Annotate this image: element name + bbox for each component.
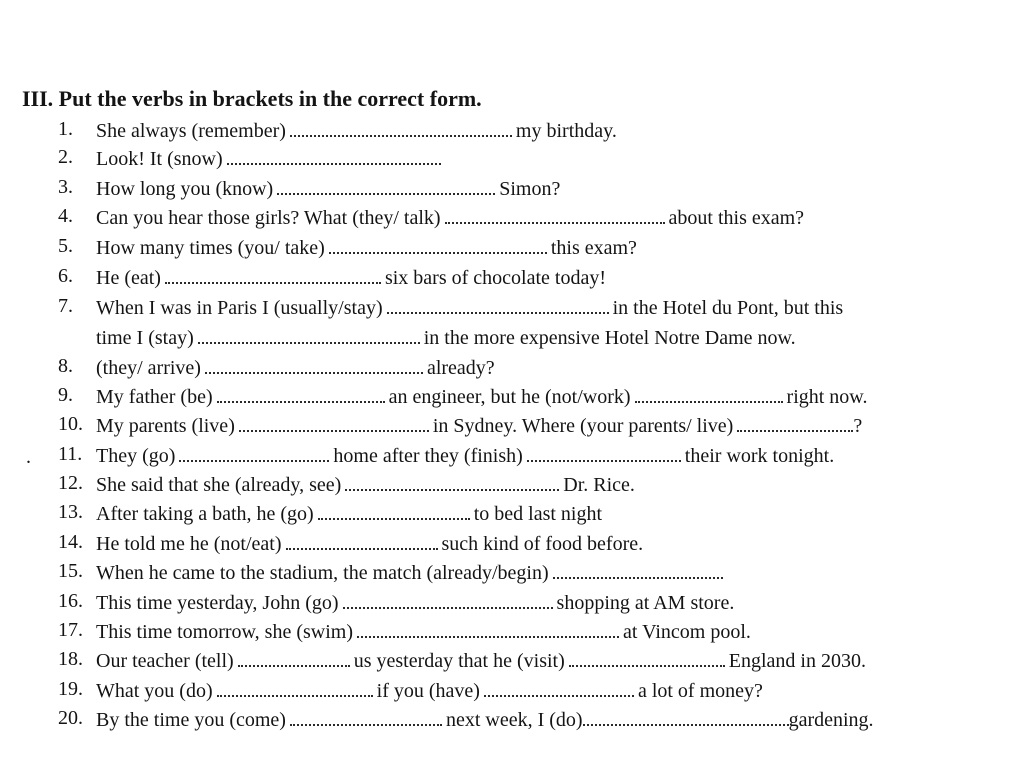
item-17: [96, 619, 751, 645]
item-text: us yesterday that he (visit): [353, 650, 565, 672]
item-text: My parents (live): [96, 415, 235, 437]
answer-blank[interactable]: [387, 308, 609, 314]
item-number: 7.: [58, 295, 73, 317]
item-text: By the time you (come): [96, 709, 286, 731]
answer-blank[interactable]: [569, 661, 725, 667]
item-number: 1.: [58, 118, 73, 140]
stray-mark: .: [26, 446, 31, 468]
item-text: (they/ arrive): [96, 357, 201, 379]
item-text: gardening.: [788, 709, 874, 731]
item-text: in the more expensive Hotel Notre Dame now.: [423, 327, 796, 349]
item-2: [96, 146, 445, 172]
item-text: Look! It (snow): [96, 148, 223, 170]
answer-blank[interactable]: [217, 397, 385, 403]
answer-blank[interactable]: [445, 218, 665, 224]
item-6: [96, 265, 606, 291]
item-16: [96, 590, 734, 616]
item-text: When he came to the stadium, the match (already/begin): [96, 562, 549, 584]
item-text: shopping at AM store.: [556, 592, 735, 614]
item-13: [96, 501, 602, 527]
item-10: [96, 413, 862, 439]
answer-blank[interactable]: [238, 661, 350, 667]
item-text: my birthday.: [515, 120, 617, 142]
item-number: 4.: [58, 205, 73, 227]
item-text: about this exam?: [668, 207, 805, 229]
item-number: 12.: [58, 472, 83, 494]
item-number: 2.: [58, 146, 73, 168]
item-12: [96, 472, 635, 498]
answer-blank[interactable]: [343, 603, 553, 609]
answer-blank[interactable]: [290, 131, 512, 137]
item-text: if you (have): [376, 680, 480, 702]
item-number: 6.: [58, 265, 73, 287]
answer-blank[interactable]: [345, 485, 559, 491]
item-text: at Vincom pool.: [623, 621, 751, 643]
answer-blank[interactable]: [553, 573, 723, 579]
answer-blank[interactable]: [357, 632, 619, 638]
answer-blank[interactable]: [737, 426, 853, 432]
item-text: their work tonight.: [684, 445, 835, 467]
item-text: This time yesterday, John (go): [96, 592, 339, 614]
item-text: England in 2030.: [728, 650, 866, 672]
answer-blank[interactable]: [635, 397, 783, 403]
item-text: Our teacher (tell): [96, 650, 234, 672]
item-text: home after they (finish): [333, 445, 523, 467]
item-14: [96, 531, 643, 557]
item-text: Dr. Rice.: [563, 474, 635, 496]
item-18: [96, 648, 866, 674]
item-19: [96, 678, 763, 704]
item-text: How long you (know): [96, 178, 274, 200]
item-number: 16.: [58, 590, 83, 612]
item-5: [96, 235, 637, 261]
answer-blank[interactable]: [484, 691, 634, 697]
item-number: 10.: [58, 413, 83, 435]
item-9: [96, 384, 867, 410]
exercise-heading: III. Put the verbs in brackets in the correct form.: [22, 86, 482, 111]
item-text: next week, I (do): [445, 709, 583, 731]
answer-blank[interactable]: [290, 720, 442, 726]
answer-blank[interactable]: [179, 456, 329, 462]
item-text: to bed last night: [473, 503, 603, 525]
item-number: 5.: [58, 235, 73, 257]
item-number: 20.: [58, 707, 83, 729]
item-text: in the Hotel du Pont, but this: [612, 297, 844, 319]
item-text: a lot of money?: [637, 680, 763, 702]
answer-blank[interactable]: [165, 278, 381, 284]
item-number: 15.: [58, 560, 83, 582]
item-7-continued: [96, 325, 796, 351]
item-4: [96, 205, 804, 231]
answer-blank[interactable]: [583, 720, 789, 726]
item-text: time I (stay): [96, 327, 194, 349]
item-text: She said that she (already, see): [96, 474, 342, 496]
answer-blank[interactable]: [205, 368, 423, 374]
item-text: Simon?: [499, 178, 561, 200]
answer-blank[interactable]: [198, 338, 420, 344]
item-text: this exam?: [550, 237, 637, 259]
item-number: 9.: [58, 384, 73, 406]
answer-blank[interactable]: [277, 189, 495, 195]
item-text: They (go): [96, 445, 176, 467]
answer-blank[interactable]: [227, 159, 441, 165]
answer-blank[interactable]: [527, 456, 681, 462]
item-15: [96, 560, 727, 586]
item-text: She always (remember): [96, 120, 286, 142]
item-20: [96, 707, 874, 733]
item-text: He (eat): [96, 267, 161, 289]
item-text: After taking a bath, he (go): [96, 503, 314, 525]
item-text: What you (do): [96, 680, 213, 702]
item-text: such kind of food before.: [441, 533, 644, 555]
item-1: [96, 118, 617, 144]
item-text: right now.: [786, 386, 868, 408]
item-number: 18.: [58, 648, 83, 670]
item-number: 3.: [58, 176, 73, 198]
answer-blank[interactable]: [286, 544, 438, 550]
item-text: Can you hear those girls? What (they/ talk): [96, 207, 441, 229]
item-text: He told me he (not/eat): [96, 533, 282, 555]
item-text: ?: [853, 415, 863, 437]
item-number: 11.: [58, 443, 83, 465]
item-number: 14.: [58, 531, 83, 553]
item-text: in Sydney. Where (your parents/ live): [432, 415, 734, 437]
item-text: already?: [426, 357, 495, 379]
item-number: 19.: [58, 678, 83, 700]
item-text: How many times (you/ take): [96, 237, 325, 259]
item-text: an engineer, but he (not/work): [388, 386, 631, 408]
answer-blank[interactable]: [329, 248, 547, 254]
item-7: [96, 295, 843, 321]
item-number: 8.: [58, 355, 73, 377]
item-3: [96, 176, 560, 202]
item-11: [96, 443, 834, 469]
answer-blank[interactable]: [318, 514, 470, 520]
item-text: When I was in Paris I (usually/stay): [96, 297, 383, 319]
item-text: This time tomorrow, she (swim): [96, 621, 354, 643]
item-number: 17.: [58, 619, 83, 641]
item-number: 13.: [58, 501, 83, 523]
answer-blank[interactable]: [239, 426, 429, 432]
item-8: [96, 355, 495, 381]
item-text: six bars of chocolate today!: [384, 267, 606, 289]
item-text: My father (be): [96, 386, 213, 408]
answer-blank[interactable]: [217, 691, 373, 697]
